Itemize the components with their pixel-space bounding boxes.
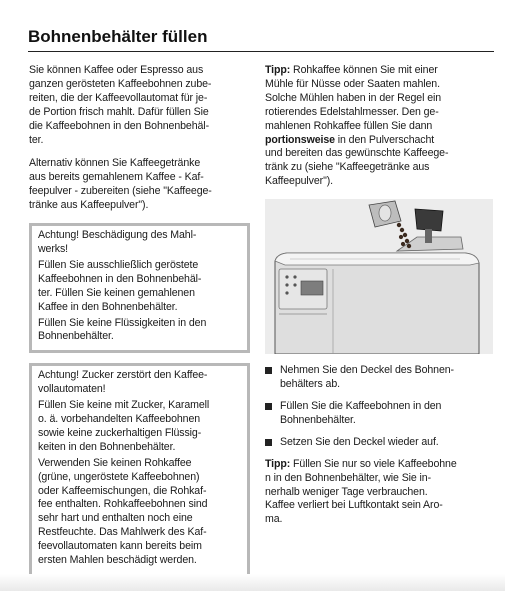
instruction-steps — [265, 364, 495, 450]
tip-paragraph: Tipp: Rohkaffee können Sie mit einer Mühle für Nüsse oder Saaten mahlen. Solche Mühlen haben in der Regel ein rotierendes Edelstahlmesser. Den ge- mahlenen Rohkaffee füllen Sie dann portionsweise in den Pulverschacht und bereiten das gewünschte Kaffeege- tränk zu (siehe "Kaffeegetränke aus Kaffeepulver"). — [265, 64, 449, 188]
warning-box-sugar — [29, 363, 250, 577]
warning-text: Füllen Sie ausschließlich geröstete Kaffeebohnen in den Bohnenbehäl- ter. Füllen Sie keinen gemahlenen Kaffee in den Bohnenbehälter. — [38, 258, 202, 313]
step-item: Setzen Sie den Deckel wieder auf. — [265, 436, 495, 450]
left-column — [29, 64, 251, 587]
warning-text: Verwenden Sie keinen Rohkaffee (grüne, ungeröstete Kaffeebohnen) oder Kaffeemischungen, die Rohkaf- fee enthalten. Rohkaffeebohnen sind sehr hart und enthalten noch eine Restfeuchte. Das Mahlwerk des Kaf- feevollautomaten kann bereits beim ersten Mahlen beschädigt werden. — [38, 456, 208, 567]
title-divider — [28, 51, 494, 52]
warning-heading: Achtung! Beschädigung des Mahl- werks! — [38, 229, 197, 255]
tip-label: Tipp: — [265, 64, 291, 76]
page-bottom-edge — [0, 574, 505, 591]
tip-label: Tipp: — [265, 457, 291, 470]
right-column — [265, 64, 495, 537]
tip-paragraph: Tipp: Füllen Sie nur so viele Kaffeebohne n in den Bohnenbehälter, wie Sie in- nerhalb weniger Tage verbrauchen. Kaffee verliert bei Luftkontakt sein Aro- ma. — [265, 457, 457, 526]
step-item: Füllen Sie die Kaffeebohnen in den Bohnenbehälter. — [265, 400, 495, 428]
intro-paragraph: Sie können Kaffee oder Espresso aus ganzen gerösteten Kaffeebohnen zube- reiten, die der Kaffeevollautomat für je- de Portion frisch mahlt. Dafür füllen Sie die Kaffeebohnen in den Bohnenbehäl- ter. — [29, 64, 212, 146]
coffee-machine-illustration — [265, 199, 493, 354]
coffee-machine-filling-beans-icon — [265, 199, 493, 354]
bullet-square-icon — [265, 403, 272, 410]
bullet-square-icon — [265, 367, 272, 374]
step-item: Nehmen Sie den Deckel des Bohnen- behälters ab. — [265, 364, 495, 392]
page-title: Bohnenbehälter füllen — [28, 27, 208, 46]
emphasis-portionsweise: portionsweise — [265, 133, 335, 146]
warning-heading: Achtung! Zucker zerstört den Kaffee- vollautomaten! — [38, 369, 208, 396]
warning-text: Füllen Sie keine Flüssigkeiten in den Bohnenbehälter. — [38, 316, 207, 343]
warning-text: Füllen Sie keine mit Zucker, Karamell o. ä. vorbehandelten Kaffeebohnen sowie keine zuckerhaltigen Flüssig- keiten in den Bohnenbehälter. — [38, 399, 210, 453]
warning-box-grinder — [29, 223, 250, 353]
bullet-square-icon — [265, 439, 272, 446]
alternative-paragraph: Alternativ können Sie Kaffeegetränke aus bereits gemahlenem Kaffee - Kaf- feepulver - zubereiten (siehe "Kaffeege- tränke aus Kaffeepulver"). — [29, 157, 212, 212]
